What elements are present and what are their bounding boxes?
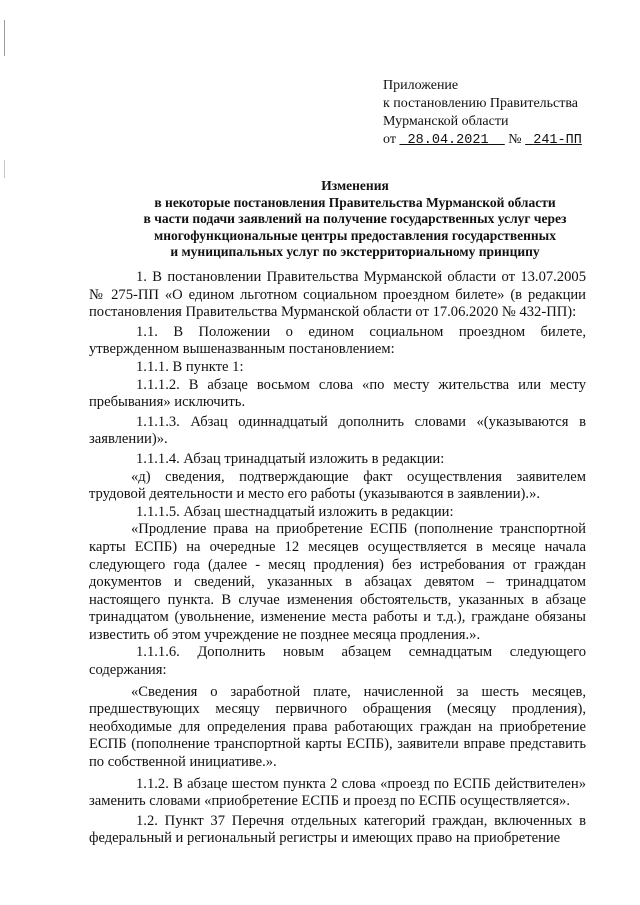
- paragraph: 1.1.1.2. В абзаце восьмом слова «по месту жительства или месту пребывания» исключить.: [89, 376, 586, 411]
- title-line: Изменения: [321, 178, 389, 193]
- paragraph: 1.1. В Положении о едином социальном проездном билете, утвержденном вышеназванным постановлением:: [89, 323, 586, 358]
- title-line: в части подачи заявлений на получение государственных услуг через: [143, 211, 567, 226]
- paragraph: 1.2. Пункт 37 Перечня отдельных категорий граждан, включенных в федеральный и региональный регистры и имеющих право на приобретение: [89, 812, 586, 847]
- date-prefix: от: [383, 132, 396, 147]
- paragraph: 1.1.1.6. Дополнить новым абзацем семнадцатым следующего содержания:: [89, 644, 586, 679]
- paragraph: 1.1.1. В пункте 1:: [136, 358, 244, 375]
- appendix-line: Мурманской области: [383, 114, 509, 129]
- title-line: многофункциональные центры предоставления государственных: [154, 227, 556, 243]
- paragraph: «Продление права на приобретение ЕСПБ (пополнение транспортной карты ЕСПБ) на очередные 12 месяцев осуществляется в месяце начала следующего года (далее - месяц продления) без истребования от граждан документов и сведений, указанных в абзацах девятом – тринадцатом настоящего пункта. В случае изменения обстоятельств, указанных в абзаце тринадцатом (увольнение, изменение места работы и т.д.), граждане обязаны известить об этом учреждение не позднее месяца продления.».: [89, 521, 586, 643]
- paragraph: 1. В постановлении Правительства Мурманской области от 13.07.2005 № 275-ПП «О едином льготном социальном проездном билете» (в редакции постановления Правительства Мурманской области от 17.06.2020 № 432-ПП):: [89, 269, 586, 321]
- paragraph: 1.1.1.4. Абзац тринадцатый изложить в редакции:: [136, 450, 445, 467]
- title-line: в некоторые постановления Правительства Мурманской области: [154, 194, 556, 210]
- paragraph: 1.1.1.5. Абзац шестнадцатый изложить в редакции:: [136, 503, 454, 520]
- title-line: и муниципальных услуг по экстерриториальному принципу: [170, 244, 540, 259]
- scan-margin-mark: [4, 20, 5, 56]
- document-body: [89, 269, 586, 848]
- scan-margin-mark: [4, 160, 5, 178]
- appendix-header: [383, 77, 633, 150]
- appendix-line: Приложение: [383, 78, 459, 93]
- document-title: [100, 178, 610, 261]
- paragraph: «Сведения о заработной плате, начисленной за шесть месяцев, предшествующих месяцу первичного обращения (месяцу продления), необходимые для определения права работающих граждан на приобретение ЕСПБ (пополнение транспортной карты ЕСПБ), заявители вправе представить по собственной инициативе.».: [89, 683, 586, 771]
- number-prefix: №: [508, 132, 522, 147]
- decree-number: 241-ПП: [533, 133, 582, 148]
- paragraph: 1.1.2. В абзаце шестом пункта 2 слова «проезд по ЕСПБ действителен» заменить словами «приобретение ЕСПБ и проезд по ЕСПБ осуществляется».: [89, 775, 586, 810]
- paragraph: «д) сведения, подтверждающие факт осуществления заявителем трудовой деятельности и место его работы (указываются в заявлении).».: [89, 468, 586, 503]
- paragraph: 1.1.1.3. Абзац одиннадцатый дополнить словами «(указываются в заявлении)».: [89, 413, 586, 448]
- appendix-line: к постановлению Правительства: [383, 96, 579, 111]
- decree-date: 28.04.2021: [407, 133, 489, 148]
- appendix-date-line: [383, 131, 633, 150]
